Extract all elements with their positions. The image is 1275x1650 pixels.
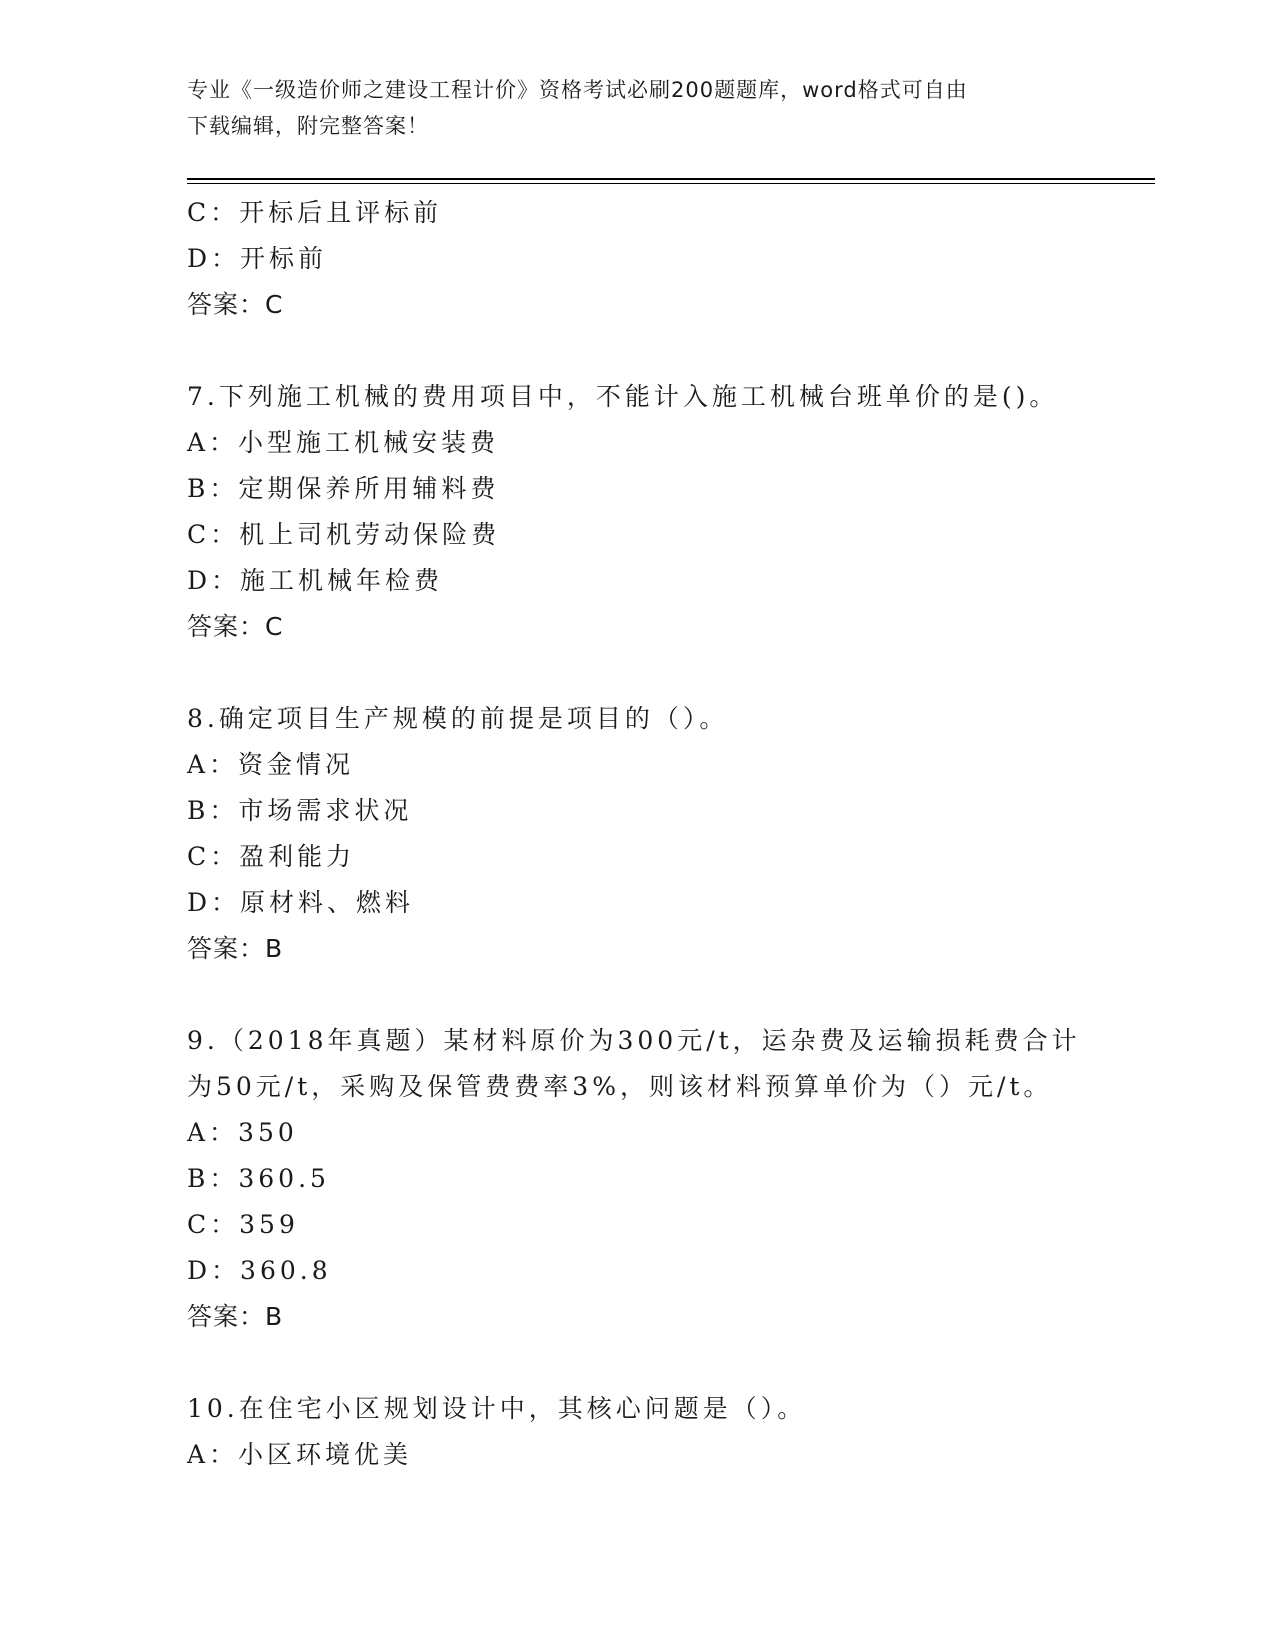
spacer: [187, 328, 1087, 374]
question-stem-line-1: 9.（2018年真题）某材料原价为300元/t，运杂费及运输损耗费合计: [187, 1026, 1081, 1055]
question-stem-line-2: 为50元/t，采购及保管费费率3%，则该材料预算单价为（）元/t。: [187, 1072, 1053, 1101]
spacer: [187, 650, 1087, 696]
option-c: C：359: [187, 1210, 299, 1239]
question-stem: 8.确定项目生产规模的前提是项目的（）。: [187, 704, 729, 733]
answer: 答案：B: [187, 1302, 284, 1331]
option-a: A：资金情况: [187, 750, 355, 779]
answer: 答案：C: [187, 612, 284, 641]
option-d: D：开标前: [187, 244, 328, 273]
answer: 答案：C: [187, 290, 284, 319]
question-stem: 7.下列施工机械的费用项目中，不能计入施工机械台班单价的是()。: [187, 382, 1059, 411]
document-header: [187, 72, 1067, 144]
option-d: D：原材料、燃料: [187, 888, 415, 917]
question-7: [187, 374, 1087, 650]
question-8: [187, 696, 1087, 972]
option-b: B：360.5: [187, 1164, 330, 1193]
option-c: C：盈利能力: [187, 842, 356, 871]
question-prev: [187, 190, 1087, 328]
option-b: B：定期保养所用辅料费: [187, 474, 500, 503]
option-a: A：350: [187, 1118, 298, 1147]
header-line-1: 专业《一级造价师之建设工程计价》资格考试必刷200题题库，word格式可自由: [187, 78, 968, 102]
header-line-2: 下载编辑，附完整答案！: [187, 114, 429, 138]
spacer: [187, 1340, 1087, 1386]
header-divider-thick: [187, 178, 1155, 180]
question-stem: 10.在住宅小区规划设计中，其核心问题是（）。: [187, 1394, 807, 1423]
spacer: [187, 972, 1087, 1018]
option-b: B：市场需求状况: [187, 796, 413, 825]
option-a: A：小型施工机械安装费: [187, 428, 500, 457]
option-d: D：360.8: [187, 1256, 332, 1285]
option-c: C：开标后且评标前: [187, 198, 443, 227]
answer: 答案：B: [187, 934, 284, 963]
option-d: D：施工机械年检费: [187, 566, 444, 595]
option-a: A：小区环境优美: [187, 1440, 413, 1469]
question-9: [187, 1018, 1087, 1340]
option-c: C：机上司机劳动保险费: [187, 520, 501, 549]
question-10: [187, 1386, 1087, 1478]
question-list: [187, 190, 1087, 1478]
header-divider-thin: [187, 183, 1155, 184]
